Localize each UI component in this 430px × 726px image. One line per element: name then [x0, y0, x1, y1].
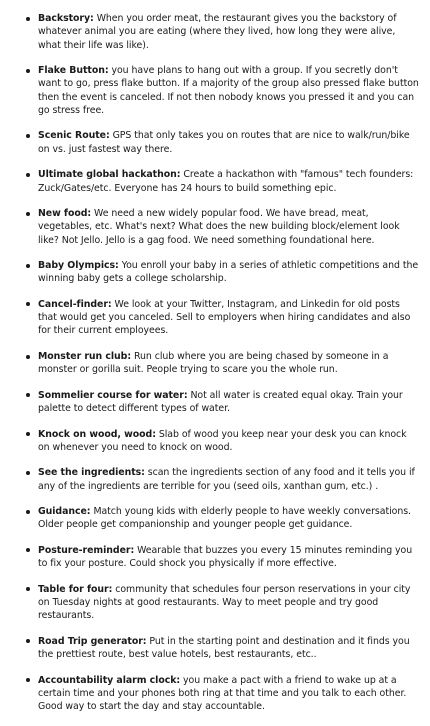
list-item	[0, 505, 430, 532]
idea-description: community that schedules four person reservations in your city on Tuesday nights at good restaurants. Way to meet people and try good restaurants.	[38, 583, 411, 622]
idea-term: Scenic Route:	[38, 130, 110, 142]
list-item	[0, 298, 430, 338]
idea-term: Baby Olympics:	[38, 260, 119, 272]
idea-term: Monster run club:	[38, 350, 132, 362]
idea-term: Accountability alarm clock:	[38, 674, 181, 686]
list-item	[0, 466, 430, 493]
idea-description: Slab of wood you keep near your desk you can knock on whenever you need to knock on wood.	[38, 428, 407, 453]
idea-term: Cancel-finder:	[38, 298, 112, 310]
list-item	[0, 12, 430, 52]
idea-description: Wearable that buzzes you every 15 minutes reminding you to fix your posture. Could shock you physically if more effective.	[38, 544, 413, 570]
idea-description: Put in the starting point and destination and it finds you the prettiest route, best value hotels, best restaurants, etc..	[38, 635, 410, 661]
list-item	[0, 207, 430, 247]
idea-term: Knock on wood, wood:	[38, 428, 156, 440]
idea-description: scan the ingredients section of any food and it tells you if any of the ingredients are terrible for you (seed oils, xanthan gum, etc.) .	[38, 467, 415, 492]
idea-term: Guidance:	[38, 506, 91, 518]
idea-description: Run club where you are being chased by someone in a monster or gorilla suit. People trying to scare you the whole run.	[38, 350, 389, 376]
idea-term: Posture-reminder:	[38, 544, 135, 556]
idea-term: Ultimate global hackathon:	[38, 169, 181, 181]
list-item	[0, 544, 430, 571]
idea-term: Sommelier course for water:	[38, 389, 188, 401]
list-item	[0, 350, 430, 377]
list-item	[0, 674, 430, 714]
idea-description: Match young kids with elderly people to have weekly conversations. Older people get companionship and younger people get guidance.	[38, 506, 411, 531]
list-item	[0, 168, 430, 195]
list-item	[0, 389, 430, 416]
idea-description: Not all water is created equal okay. Train your palette to detect different types of water.	[38, 389, 403, 415]
idea-term: Flake Button:	[38, 65, 109, 77]
idea-term: Backstory:	[38, 13, 94, 24]
idea-description: you make a pact with a friend to wake up at a certain time and your phones both ring at that time and you talk to each other. Good way to start the day and stay accountable.	[38, 674, 407, 713]
list-item	[0, 259, 430, 286]
idea-description: We look at your Twitter, Instagram, and Linkedin for old posts that would get you canceled. Sell to employers when hiring candidates and also for their current employees.	[38, 298, 411, 337]
idea-description: Create a hackathon with "famous" tech founders: Zuck/Gates/etc. Everyone has 24 hours to build something epic.	[38, 169, 414, 194]
list-item	[0, 583, 430, 623]
list-item	[0, 635, 430, 662]
idea-description: When you order meat, the restaurant gives you the backstory of whatever animal you are eating (where they lived, how long they were alive, what their life was like).	[38, 13, 397, 51]
list-item	[0, 129, 430, 156]
list-item	[0, 64, 430, 117]
list-item	[0, 428, 430, 455]
idea-term: New food:	[38, 208, 92, 220]
idea-term: Road Trip generator:	[38, 635, 147, 647]
idea-description: GPS that only takes you on routes that are nice to walk/run/bike on vs. just fastest way there.	[38, 130, 410, 155]
ideas-list	[0, 12, 430, 726]
idea-description: you have plans to hang out with a group. If you secretly don't want to go, press flake button. If a majority of the group also pressed flake button then the event is canceled. If not then nobody knows you pressed it and you can go stress free.	[38, 65, 419, 116]
idea-term: Table for four:	[38, 583, 113, 595]
idea-term: See the ingredients:	[38, 467, 145, 479]
idea-description: You enroll your baby in a series of athletic competitions and the winning baby gets a college scholarship.	[38, 260, 419, 285]
idea-description: We need a new widely popular food. We have bread, meat, vegetables, etc. What's next? What does the new building block/element look like? Not Jello. Jello is a gag food. We need something foundational here.	[38, 208, 400, 246]
